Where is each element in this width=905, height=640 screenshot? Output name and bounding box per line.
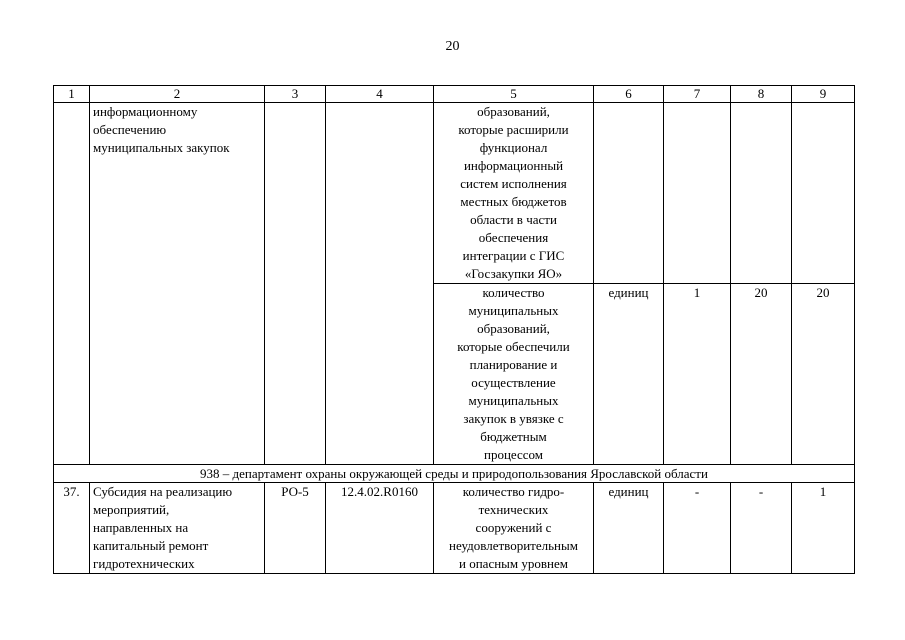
table-row: [54, 483, 855, 574]
unit-cell: единиц: [594, 284, 664, 465]
department-title: 938 – департамент охраны окружающей среды и природопользования Ярославской области: [54, 465, 855, 483]
indicator-cell: количество муниципальных образований, которые обеспечили планирование и осуществление муниципальных закупок в увязке с бюджетным процессом: [434, 284, 594, 465]
unit-cell: единиц: [594, 483, 664, 574]
header-cell-6: 6: [594, 86, 664, 103]
value-cell-8: [731, 103, 792, 284]
indicator-cell: количество гидро- технических сооружений с неудовлетворительным и опасным уровнем: [434, 483, 594, 574]
code-cell: РО-5: [265, 483, 326, 574]
header-cell-3: 3: [265, 86, 326, 103]
kbk-cell: [326, 103, 434, 465]
indicator-cell: образований, которые расширили функционал информационный систем исполнения местных бюджетов области в части обеспечения интеграции с ГИС «Госзакупки ЯО»: [434, 103, 594, 284]
value-cell-7: [664, 103, 731, 284]
value-cell-7: -: [664, 483, 731, 574]
header-cell-8: 8: [731, 86, 792, 103]
table-row: [54, 103, 855, 284]
kbk-cell: 12.4.02.R0160: [326, 483, 434, 574]
measure-name-cell: Субсидия на реализацию мероприятий, направленных на капитальный ремонт гидротехнических: [90, 483, 265, 574]
value-cell-9: [792, 103, 855, 284]
measure-name-cell: информационному обеспечению муниципальных закупок: [90, 103, 265, 465]
value-cell-7: 1: [664, 284, 731, 465]
row-number-cell: 37.: [54, 483, 90, 574]
value-cell-8: -: [731, 483, 792, 574]
value-cell-9: 20: [792, 284, 855, 465]
program-table: [53, 85, 855, 574]
value-cell-8: 20: [731, 284, 792, 465]
header-row: [54, 86, 855, 103]
header-cell-7: 7: [664, 86, 731, 103]
header-cell-5: 5: [434, 86, 594, 103]
department-row: [54, 465, 855, 483]
row-number-cell: [54, 103, 90, 465]
unit-cell: [594, 103, 664, 284]
header-cell-1: 1: [54, 86, 90, 103]
value-cell-9: 1: [792, 483, 855, 574]
header-cell-4: 4: [326, 86, 434, 103]
code-cell: [265, 103, 326, 465]
page-number: 20: [445, 39, 460, 54]
header-cell-9: 9: [792, 86, 855, 103]
header-cell-2: 2: [90, 86, 265, 103]
